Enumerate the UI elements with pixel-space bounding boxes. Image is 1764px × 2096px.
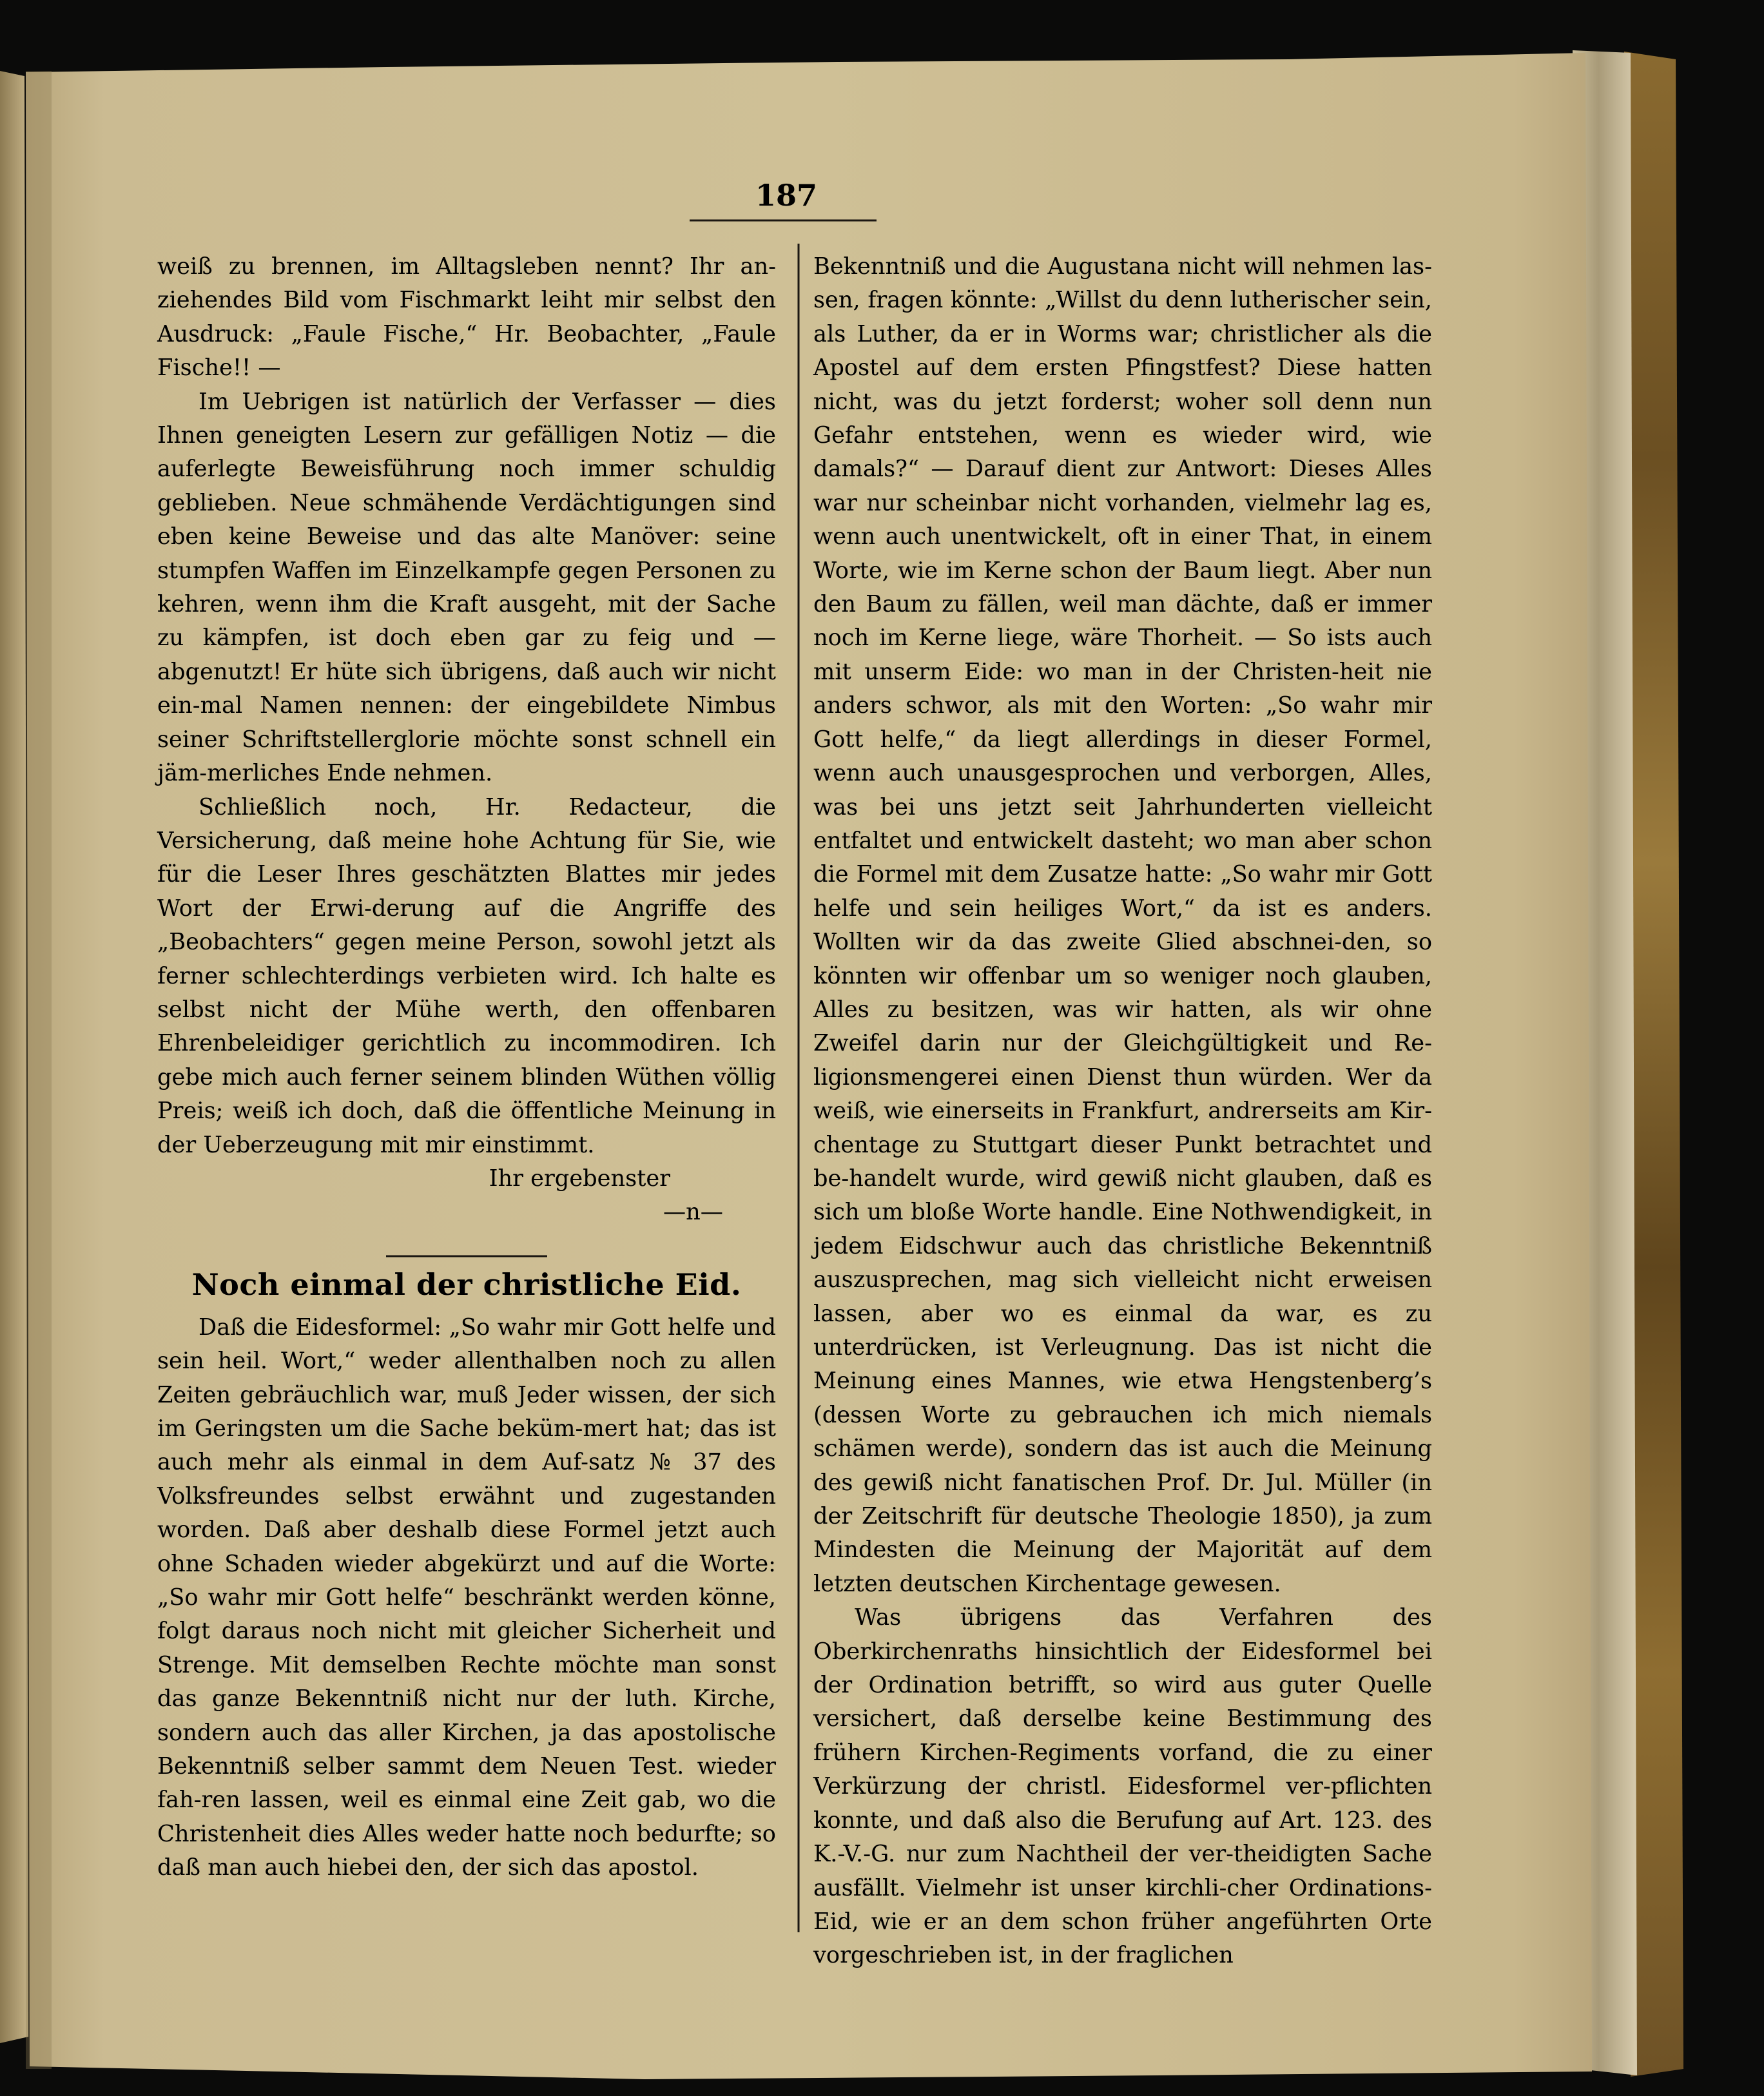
left-column — [157, 250, 776, 1885]
article-title: Noch einmal der christliche Eid. — [191, 1266, 742, 1302]
right-paragraph-2: Was übrigens das Verfahren des Oberkirchenraths hinsichtlich der Eidesformel bei der Ordination betrifft, so wird aus guter Quelle versichert, daß derselbe keine Bestimmung des frühern Kirchen-Regiments vorfand, die zu einer Verkürzung der christl. Eidesformel ver-pflichten konnte, und daß also die Berufung auf Art. 123. des K.-V.-G. nur zum Nachtheil der ver-theidigten Sache ausfällt. Vielmehr ist unser kirchli-cher Ordinations-Eid, wie er an dem schon früher angeführten Orte vorgeschrieben ist, in der fraglichen — [813, 1604, 1432, 1969]
article-paragraph: Daß die Eidesformel: „So wahr mir Gott helfe und sein heil. Wort,“ weder allenthalben noch zu allen Zeiten gebräuchlich war, muß Jeder wissen, der sich im Geringsten um die Sache beküm-mert hat; das ist auch mehr als einmal in dem Auf-satz № 37 des Volksfreundes selbst erwähnt und zugestanden worden. Daß aber deshalb diese Formel jetzt auch ohne Schaden wieder abgekürzt und auf die Worte: „So wahr mir Gott helfe“ beschränkt werden könne, folgt daraus noch nicht mit gleicher Sicherheit und Strenge. Mit demselben Rechte möchte man sonst das ganze Bekenntniß nicht nur der luth. Kirche, sondern auch das aller Kirchen, ja das apostolische Bekenntniß selber sammt dem Neuen Test. wieder fah-ren lassen, weil es einmal eine Zeit gab, wo die Christenheit dies Alles weder hatte noch bedurfte; so daß man auch hiebei den, der sich das apostol. — [157, 1314, 776, 1881]
column-divider — [797, 244, 800, 1932]
header-rule — [690, 218, 877, 223]
page-number: 187 — [755, 178, 818, 213]
left-paragraph-2: Im Uebrigen ist natürlich der Verfasser — dies Ihnen geneigten Lesern zur gefälligen Notiz — die auferlegte Beweisführung noch immer schuldig geblieben. Neue schmähende Verdächtigungen sind eben keine Beweise und das alte Manöver: seine stumpfen Waffen im Einzelkampfe gegen Personen zu kehren, wenn ihm die Kraft ausgeht, mit der Sache zu kämpfen, ist doch eben gar zu feig und — abgenutzt! Er hüte sich übrigens, daß auch wir nicht ein-mal Namen nennen: der eingebildete Nimbus seiner Schriftstellerglorie möchte sonst schnell ein jäm-merliches Ende nehmen. — [157, 388, 776, 787]
left-paragraph-3: Schließlich noch, Hr. Redacteur, die Versicherung, daß meine hohe Achtung für Sie, wie für die Leser Ihres geschätzten Blattes mir jedes Wort der Erwi-derung auf die Angriffe des „Beobachters“ gegen meine Person, sowohl jetzt als ferner schlechterdings verbieten wird. Ich halte es selbst nicht der Mühe werth, den offenbaren Ehrenbeleidiger gerichtlich zu incommodiren. Ich gebe mich auch ferner seinem blinden Wüthen völlig Preis; weiß ich doch, daß die öffentliche Meinung in der Ueberzeugung mit mir einstimmt. — [157, 793, 776, 1158]
signoff-mark: —n— — [663, 1199, 723, 1226]
right-paragraph-1: Bekenntniß und die Augustana nicht will nehmen las-sen, fragen könnte: „Willst du denn lutherischer sein, als Luther, da er in Worms war; christlicher als die Apostel auf dem ersten Pfingstfest? Diese hatten nicht, was du jetzt forderst; woher soll denn nun Gefahr entstehen, wenn es wieder wird, wie damals?“ — Darauf dient zur Antwort: Dieses Alles war nur scheinbar nicht vorhanden, vielmehr lag es, wenn auch unentwickelt, oft in einer That, in einem Worte, wie im Kerne schon der Baum liegt. Aber nun den Baum zu fällen, weil man dächte, daß er immer noch im Kerne liege, wäre Thorheit. — So ists auch mit unserm Eide: wo man in der Christen-heit nie anders schwor, als mit den Worten: „So wahr mir Gott helfe,“ da liegt allerdings in dieser Formel, wenn auch unausgesprochen und verborgen, Alles, was bei uns jetzt seit Jahrhunderten vielleicht entfaltet und entwickelt dasteht; wo man aber schon die Formel mit dem Zusatze hatte: „So wahr mir Gott helfe und sein heiliges Wort,“ da ist es anders. Wollten wir da das zweite Glied abschnei-den, so könnten wir offenbar um so weniger noch glauben, Alles zu besitzen, was wir hatten, als wir ohne Zweifel darin nur der Gleichgültigkeit und Re-ligionsmengerei einen Dienst thun würden. Wer da weiß, wie einerseits in Frankfurt, andrerseits am Kir-chentage zu Stuttgart dieser Punkt betrachtet und be-handelt wurde, wird gewiß nicht glauben, daß es sich um bloße Worte handle. Eine Nothwendigkeit, in jedem Eidschwur auch das christliche Bekenntniß auszusprechen, mag sich vielleicht nicht erweisen lassen, aber wo es einmal da war, es zu unterdrücken, ist Verleugnung. Das ist nicht die Meinung eines Mannes, wie etwa Hengstenberg’s (dessen Worte zu gebrauchen ich mich niemals schämen werde), sondern das ist auch die Meinung des gewiß nicht fanatischen Prof. Dr. Jul. Müller (in der Zeitschrift für deutsche Theologie 1850), ja zum Mindesten die Meinung der Majorität auf dem letzten deutschen Kirchentage gewesen. — [813, 253, 1432, 1597]
signoff-text: Ihr ergebenster — [489, 1165, 670, 1192]
left-paragraph-1: weiß zu brennen, im Alltagsleben nennt? Ihr an-ziehendes Bild vom Fischmarkt leiht mir selbst den Ausdruck: „Faule Fische,“ Hr. Beobachter, „Faule Fische!! — — [157, 253, 776, 382]
right-column — [813, 250, 1432, 1973]
